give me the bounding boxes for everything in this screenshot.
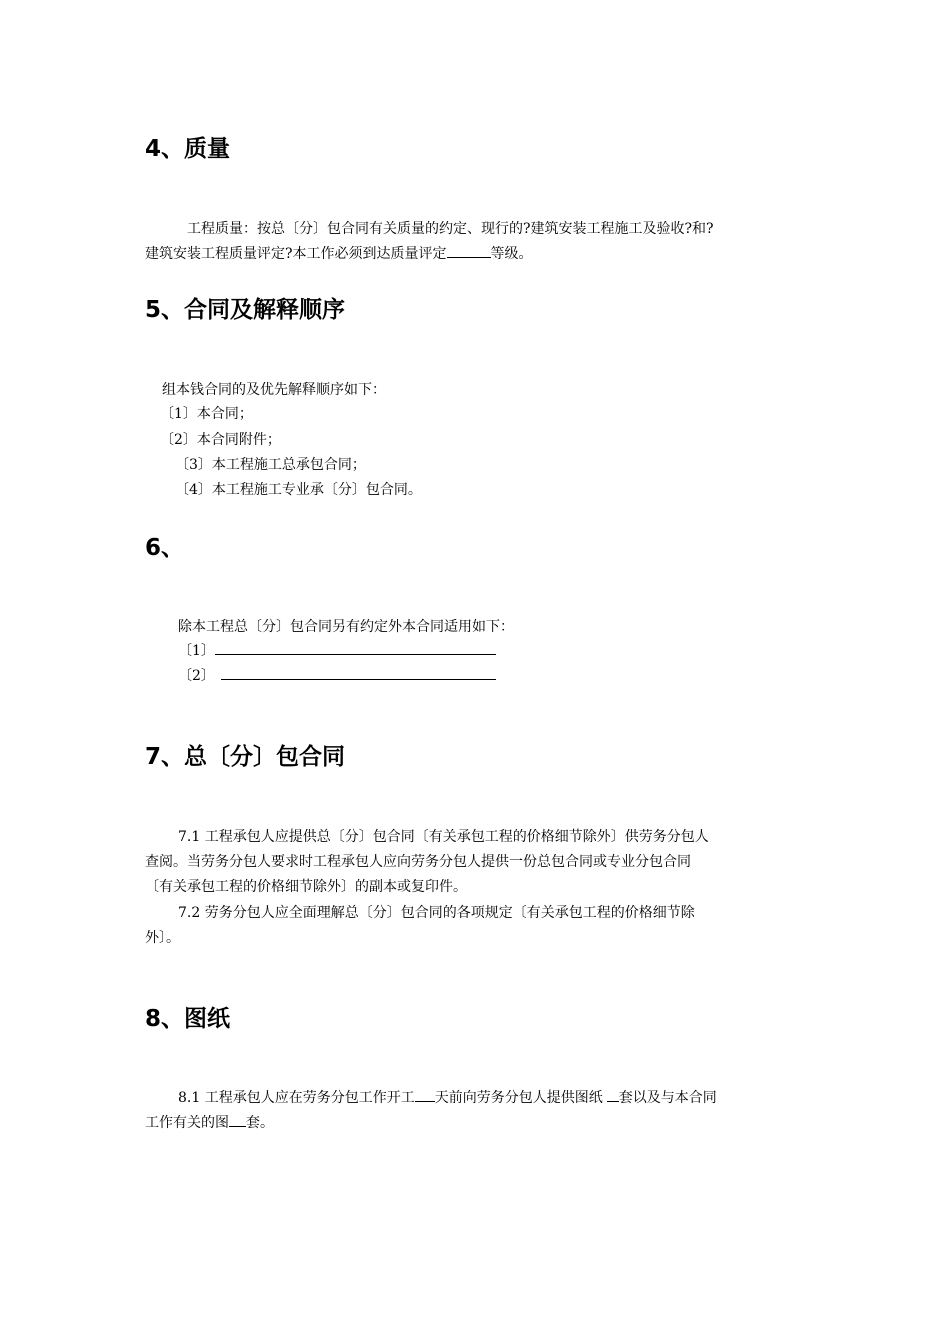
quality-text-line-1: 工程质量：按总〔分〕包合同有关质量的约定、现行的?建筑安装工程施工及验收?和? — [187, 221, 714, 237]
section-8-heading: 8、图纸 — [145, 1006, 231, 1032]
order-intro: 组本钱合同的及优先解释顺序如下： — [162, 382, 386, 398]
applicable-blank-2 — [221, 679, 496, 680]
related-sets-blank — [229, 1126, 246, 1127]
grade-blank — [447, 257, 491, 258]
order-item-2: 〔2〕本合同附件； — [160, 432, 281, 448]
quality-text-line-2: 建筑安装工程质量评定?本工作必须到达质量评定 等级。 — [145, 246, 533, 262]
contract-7-2-line-2: 外〕。 — [145, 930, 180, 946]
section-6-heading: 6、 — [145, 535, 185, 561]
contract-7-1-line-2: 查阅。当劳务分包人要求时工程承包人应向劳务分包人提供一份总包合同或专业分包合同 — [145, 854, 691, 870]
drawings-line-2: 工作有关的图 套。 — [145, 1115, 274, 1131]
order-item-1: 〔1〕本合同； — [160, 406, 253, 422]
drawings-line-1: 8.1 工程承包人应在劳务分包工作开工 天前向劳务分包人提供图纸 套以及与本合同 — [178, 1090, 717, 1106]
order-item-4: 〔4〕本工程施工专业承〔分〕包合同。 — [175, 482, 422, 498]
applicable-item-1: 〔1〕 — [178, 638, 496, 664]
contract-7-1-line-1: 7.1 工程承包人应提供总〔分〕包合同〔有关承包工程的价格细节除外〕供劳务分包人 — [178, 829, 709, 845]
applicable-item-2: 〔2〕 — [178, 663, 496, 689]
applicable-intro: 除本工程总〔分〕包合同另有约定外本合同适用如下： — [178, 619, 514, 635]
section-5-heading: 5、合同及解释顺序 — [145, 297, 346, 323]
contract-7-1-line-3: 〔有关承包工程的价格细节除外〕的副本或复印件。 — [145, 879, 467, 895]
order-item-3: 〔3〕本工程施工总承包合同； — [175, 457, 366, 473]
sets-blank — [607, 1101, 619, 1102]
days-blank — [415, 1101, 435, 1102]
section-7-heading: 7、总〔分〕包合同 — [145, 744, 346, 770]
contract-7-2-line-1: 7.2 劳务分包人应全面理解总〔分〕包合同的各项规定〔有关承包工程的价格细节除 — [178, 905, 695, 921]
section-4-heading: 4、质量 — [145, 136, 231, 162]
applicable-blank-1 — [215, 654, 496, 655]
